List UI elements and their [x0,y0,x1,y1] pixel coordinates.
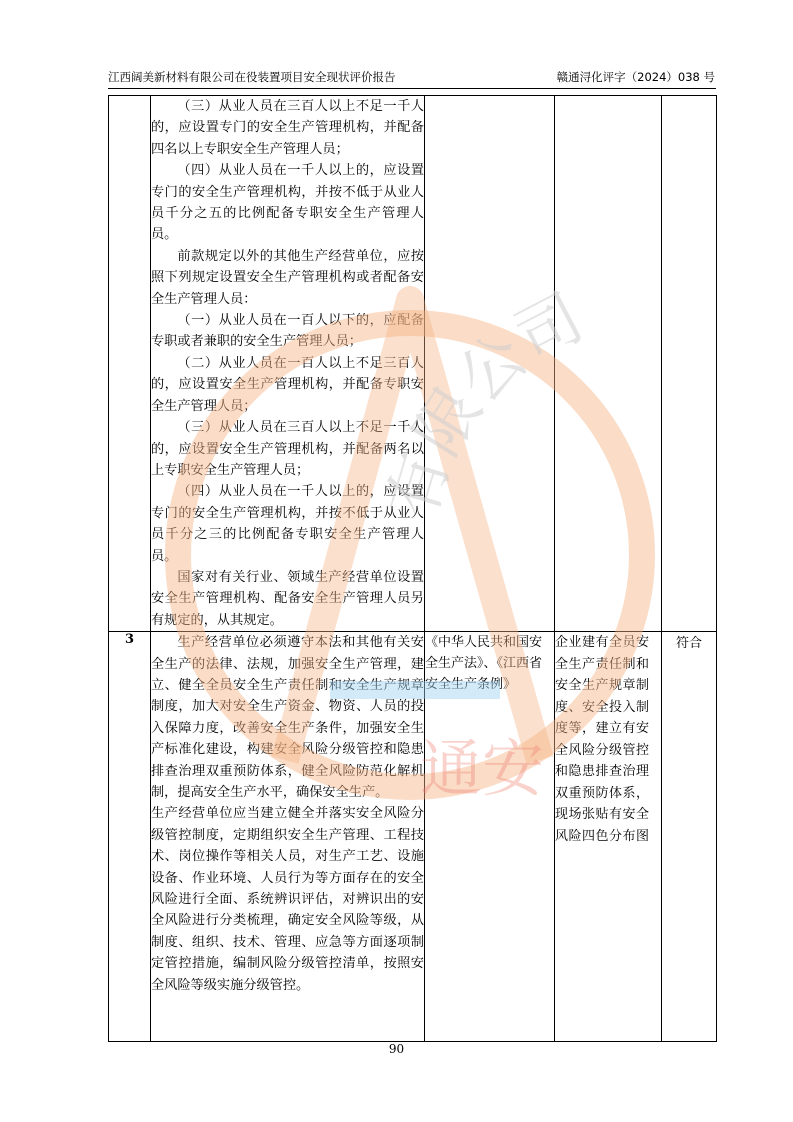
watermark-arc-text: 有限公司 [375,280,595,527]
requirement-paragraph: （四）从业人员在一千人以上的，应设置专门的安全生产管理机构，并按不低于从业人员千分之三的比例配备专职安全生产管理人员。 [151,484,424,564]
requirement-paragraph: （二）从业人员在一百人以上不足三百人的，应设置安全生产管理机构，并配备专职安全生产管理人员； [151,355,424,414]
header-divider [108,88,716,89]
requirement-paragraph: （三）从业人员在三百人以上不足一千人的，应设置专门的安全生产管理机构，并配备四名以上专职安全生产管理人员； [151,99,424,157]
requirement-cell [151,632,425,1042]
header-report-number: 赣通浔化评字（2024）038 号 [556,70,715,84]
requirement-paragraph: 生产经营单位应当建立健全并落实安全风险分级管控制度，定期组织安全生产管理、工程技术、岗位操作等相关人员，对生产工艺、设施设备、作业环境、人员行为等方面存在的安全风险进行全面、系统辨识评估，对辨识出的安全风险进行分类梳理，确定安全风险等级，从制度、组织、技术、管理、应急等方面逐项制定管控措施，编制风险分级管控清单，按照安全风险等级实施分级管控。 [151,806,424,993]
requirement-paragraph: （四）从业人员在一千人以上的，应设置专门的安全生产管理机构，并按不低于从业人员千分之五的比例配备专职安全生产管理人员。 [151,163,424,243]
row-number [109,96,151,632]
basis-cell [425,96,555,632]
basis-cell: 《中华人民共和国安全生产法》、《江西省安全生产条例》 [425,632,555,1042]
result-cell [662,96,717,632]
evaluation-table [108,95,717,1042]
fact-cell [555,96,662,632]
requirement-cell [151,96,425,632]
header-report-title: 江西阔美新材料有限公司在役装置项目安全现状评价报告 [108,70,396,84]
fact-cell: 企业建有全员安全生产责任制和安全生产规章制度、安全投入制度等，建立有安全风险分级管控和隐患排查治理双重预防体系，现场张贴有安全风险四色分布图 [555,632,662,1042]
row-number: 3 [109,632,151,1042]
table-row [109,96,717,632]
watermark-tong-text: 通安 [420,732,545,805]
page-number: 90 [388,1042,405,1056]
requirement-paragraph: 国家对有关行业、领域生产经营单位设置安全生产管理机构、配备安全生产管理人员另有规定的，从其规定。 [151,569,424,628]
requirement-paragraph: 生产经营单位必须遵守本法和其他有关安全生产的法律、法规，加强安全生产管理，建立、健全全员安全生产责任制和安全生产规章制度，加大对安全生产资金、物资、人员的投入保障力度，改善安全生产条件，加强安全生产标准化建设，构建安全风险分级管控和隐患排查治理双重预防体系，健全风险防范化解机制，提高安全生产水平，确保安全生产。 [151,635,424,800]
requirement-paragraph: （一）从业人员在一百人以下的，应配备专职或者兼职的安全生产管理人员； [151,313,424,350]
requirement-paragraph: 前款规定以外的其他生产经营单位，应按照下列规定设置安全生产管理机构或者配备安全生产管理人员： [151,248,424,307]
table-row [109,632,717,1042]
requirement-paragraph: （三）从业人员在三百人以上不足一千人的，应设置安全生产管理机构，并配备两名以上专职安全生产管理人员； [151,420,424,478]
result-cell: 符合 [662,632,717,1042]
